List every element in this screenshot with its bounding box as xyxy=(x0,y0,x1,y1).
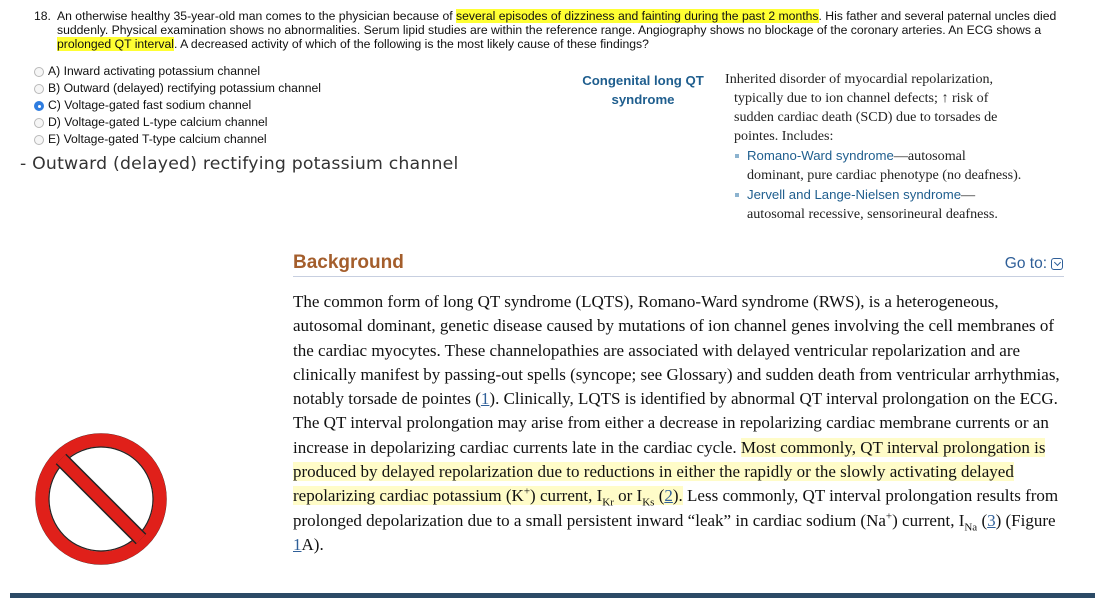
option-letter: C) xyxy=(48,98,61,112)
bottom-bar xyxy=(10,593,1095,598)
syndrome-name: Romano-Ward syndrome xyxy=(747,148,894,163)
reference-term xyxy=(568,71,718,109)
citation-link[interactable]: 1 xyxy=(480,389,490,409)
list-item xyxy=(725,185,1025,224)
no-entry-icon xyxy=(26,424,176,574)
list-item xyxy=(725,146,1025,185)
paragraph-text: ) current, I xyxy=(892,510,965,530)
paragraph-text: ( xyxy=(977,510,988,530)
option-text: Voltage-gated T-type calcium channel xyxy=(63,132,267,146)
passage-text: ( xyxy=(654,486,665,506)
radio-button[interactable] xyxy=(34,135,44,145)
paragraph-text: A). xyxy=(301,534,324,554)
citation-link[interactable]: 3 xyxy=(987,510,996,530)
answer-option-e[interactable] xyxy=(34,131,321,148)
highlighted-phrase: several episodes of dizziness and fainting during the past 2 months xyxy=(456,9,819,23)
paragraph-text: The common form of long QT syndrome (LQTS), Romano-Ward syndrome (RWS), is a heterogeneous, autosomal dominant, genetic disease caused by mutations of ion channel genes involving the cell membranes of the cardiac myocytes. These channelopathies are associated with delayed ventricular repolarization and are clinically manifest by passing-out spells (syncope; see Glossary) and sudden death from ventricular arrhythmias, notably torsade de pointes ( xyxy=(293,292,1060,409)
goto-label[interactable]: Go to: xyxy=(1004,255,1047,272)
radio-button-selected[interactable] xyxy=(34,101,44,111)
radio-button[interactable] xyxy=(34,67,44,77)
background-paragraph xyxy=(293,290,1068,557)
option-letter: B) xyxy=(48,81,61,95)
superscript: + xyxy=(523,485,531,498)
paragraph-text: ) (Figure xyxy=(995,510,1056,530)
citation-link[interactable]: 2 xyxy=(664,486,673,506)
bullet-icon xyxy=(735,154,739,158)
answer-option-a[interactable] xyxy=(34,63,321,80)
passage-text: ) current, I xyxy=(530,486,603,506)
subscript: Ks xyxy=(642,496,655,509)
question-number: 18. xyxy=(34,9,51,23)
answer-option-b[interactable] xyxy=(34,80,321,97)
highlighted-phrase: prolonged QT interval xyxy=(57,37,174,51)
answer-option-d[interactable] xyxy=(34,114,321,131)
paragraph-text: ). Clinically, LQTS is identified by abnormal QT interval prolongation on the ECG. The QT interval prolongation may arise from either a decrease in repolarizing cardiac membrane currents or an increase in depolarizing cardiac currents late in the cardiac cycle. xyxy=(293,389,1058,457)
option-letter: E) xyxy=(48,132,61,146)
term-line: syndrome xyxy=(611,92,675,107)
option-letter: A) xyxy=(48,64,61,78)
figure-link[interactable]: 1 xyxy=(293,534,302,554)
sign-slash xyxy=(61,459,141,539)
subscript: Kr xyxy=(602,496,614,509)
option-letter: D) xyxy=(48,115,61,129)
passage-text: or I xyxy=(613,486,643,506)
question-text xyxy=(57,9,1080,51)
chevron-down-icon[interactable] xyxy=(1051,258,1063,270)
syndrome-name: Jervell and Lange-Nielsen syndrome xyxy=(747,187,962,202)
radio-button[interactable] xyxy=(34,84,44,94)
answer-option-c[interactable] xyxy=(34,97,321,114)
passage-text: ). xyxy=(672,486,683,506)
definition-text: Inherited disorder of myocardial repolarization, typically due to ion channel defects; ↑ risk of sudden cardiac death (SCD) due to torsades de pointes. Includes: xyxy=(725,71,998,144)
question-stem xyxy=(34,9,1080,51)
option-text: Voltage-gated fast sodium channel xyxy=(64,98,252,112)
annotation-note: - Outward (delayed) rectifying potassium channel xyxy=(20,154,459,174)
bullet-icon xyxy=(735,193,739,197)
superscript: + xyxy=(885,510,893,523)
subscript: Na xyxy=(964,521,978,534)
divider xyxy=(293,276,1064,277)
goto-link[interactable] xyxy=(1005,255,1063,273)
question-text-part: . His father and several paternal uncles died suddenly. Physical examination shows no abnormalities. Serum lipid studies are within the reference range. Angiography shows no blockage of the coronary arteries. An ECG shows a xyxy=(57,9,1057,37)
term-line: Congenital long QT xyxy=(582,73,704,88)
option-text: Inward activating potassium channel xyxy=(63,64,261,78)
reference-definition xyxy=(725,70,1025,224)
passage-text: Most commonly, QT interval prolongation is produced by delayed repolarization due to reductions in either the rapidly or the slowly activating delayed repolarizing cardiac potassium (K xyxy=(293,437,1046,506)
question-text-part: An otherwise healthy 35-year-old man comes to the physician because of xyxy=(57,9,457,23)
question-text-part: . A decreased activity of which of the following is the most likely cause of these findings? xyxy=(173,37,649,51)
syndrome-desc: — autosomal recessive, sensorineural deafness. xyxy=(747,187,998,222)
definition-list xyxy=(725,146,1025,224)
option-text: Voltage-gated L-type calcium channel xyxy=(64,115,268,129)
radio-button[interactable] xyxy=(34,118,44,128)
section-heading: Background xyxy=(293,252,404,273)
paragraph-text: Less commonly, QT interval prolongation results from prolonged depolarization due to a small persistent inward “leak” in cardiac sodium (Na xyxy=(293,486,1059,530)
option-text: Outward (delayed) rectifying potassium channel xyxy=(63,81,321,95)
answer-options xyxy=(34,63,321,148)
syndrome-desc: —autosomal dominant, pure cardiac phenotype (no deafness). xyxy=(747,148,1022,183)
